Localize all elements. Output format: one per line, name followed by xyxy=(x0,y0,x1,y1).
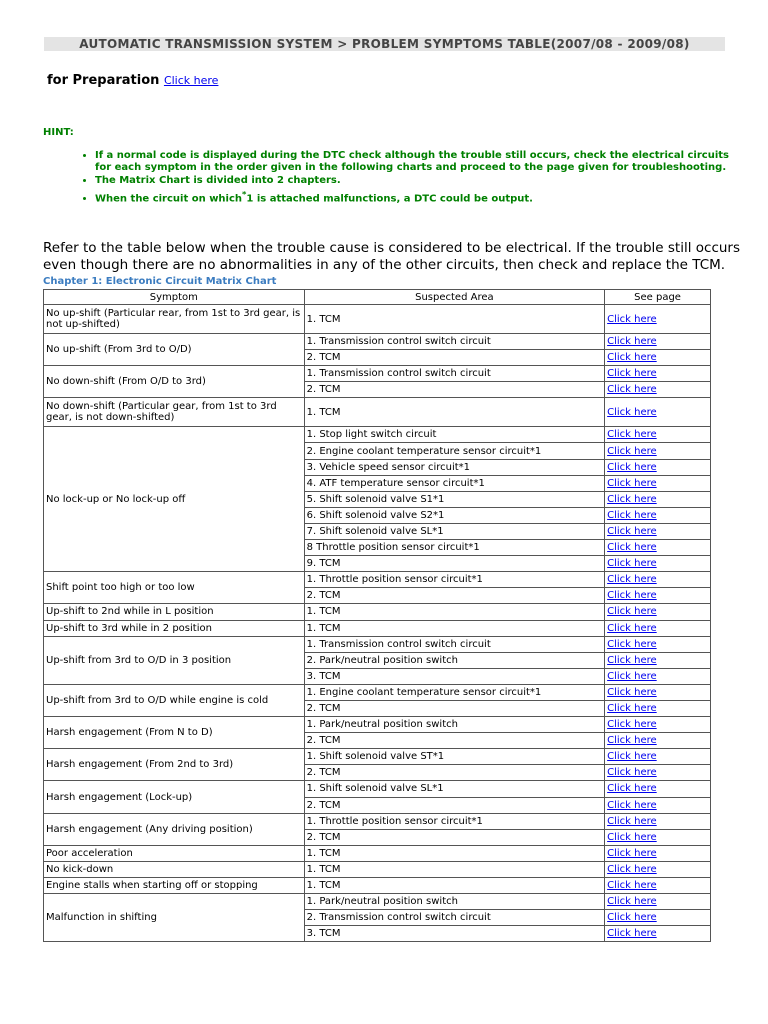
see-page-link[interactable]: Click here xyxy=(607,336,657,348)
suspected-area-cell: 2. TCM xyxy=(304,765,605,781)
see-page-link[interactable]: Click here xyxy=(607,735,657,747)
symptom-cell: No up-shift (From 3rd to O/D) xyxy=(44,334,305,366)
column-header-see-page: See page xyxy=(605,290,711,305)
suspected-area-cell: 2. Transmission control switch circuit xyxy=(304,910,605,926)
hint-item xyxy=(95,188,735,205)
suspected-area-cell: 2. TCM xyxy=(304,588,605,604)
see-page-cell xyxy=(605,540,711,556)
symptom-cell: Harsh engagement (Any driving position) xyxy=(44,813,305,845)
table-row xyxy=(44,427,711,443)
suspected-area-cell: 1. Transmission control switch circuit xyxy=(304,636,605,652)
suspected-area-cell: 1. Transmission control switch circuit xyxy=(304,366,605,382)
see-page-link[interactable]: Click here xyxy=(607,767,657,779)
table-row xyxy=(44,894,711,910)
table-row xyxy=(44,305,711,334)
see-page-cell xyxy=(605,684,711,700)
symptom-cell: Engine stalls when starting off or stopping xyxy=(44,878,305,894)
suspected-area-cell: 2. TCM xyxy=(304,829,605,845)
suspected-area-cell: 1. Park/neutral position switch xyxy=(304,894,605,910)
suspected-area-cell: 3. TCM xyxy=(304,668,605,684)
see-page-cell xyxy=(605,305,711,334)
table-row xyxy=(44,334,711,350)
suspected-area-cell: 2. TCM xyxy=(304,350,605,366)
suspected-area-cell: 1. Transmission control switch circuit xyxy=(304,334,605,350)
table-row xyxy=(44,813,711,829)
symptom-cell: No down-shift (Particular gear, from 1st to 3rd gear, is not down-shifted) xyxy=(44,398,305,427)
see-page-cell xyxy=(605,459,711,475)
see-page-cell xyxy=(605,588,711,604)
suspected-area-cell: 3. TCM xyxy=(304,926,605,942)
hint-title: HINT: xyxy=(43,127,74,138)
symptom-cell: Harsh engagement (From 2nd to 3rd) xyxy=(44,749,305,781)
suspected-area-cell: 1. Park/neutral position switch xyxy=(304,717,605,733)
table-row xyxy=(44,572,711,588)
suspected-area-cell: 1. TCM xyxy=(304,845,605,861)
suspected-area-cell: 6. Shift solenoid valve S2*1 xyxy=(304,507,605,523)
see-page-cell xyxy=(605,700,711,716)
symptom-cell: Shift point too high or too low xyxy=(44,572,305,604)
see-page-link[interactable]: Click here xyxy=(607,384,657,396)
see-page-link[interactable]: Click here xyxy=(607,928,657,940)
suspected-area-cell: 1. Stop light switch circuit xyxy=(304,427,605,443)
see-page-link[interactable]: Click here xyxy=(607,606,657,618)
see-page-link[interactable]: Click here xyxy=(607,622,657,634)
suspected-area-cell: 2. Engine coolant temperature sensor circuit*1 xyxy=(304,443,605,459)
table-row xyxy=(44,620,711,636)
see-page-cell xyxy=(605,781,711,797)
suspected-area-cell: 2. TCM xyxy=(304,700,605,716)
see-page-link[interactable]: Click here xyxy=(607,751,657,763)
suspected-area-cell: 1. TCM xyxy=(304,878,605,894)
see-page-cell xyxy=(605,717,711,733)
see-page-cell xyxy=(605,620,711,636)
see-page-link[interactable]: Click here xyxy=(607,525,657,537)
see-page-link[interactable]: Click here xyxy=(607,670,657,682)
suspected-area-cell: 1. TCM xyxy=(304,620,605,636)
see-page-link[interactable]: Click here xyxy=(607,719,657,731)
see-page-link[interactable]: Click here xyxy=(607,461,657,473)
see-page-cell xyxy=(605,829,711,845)
suspected-area-cell: 1. TCM xyxy=(304,305,605,334)
see-page-cell xyxy=(605,878,711,894)
see-page-link[interactable]: Click here xyxy=(607,509,657,521)
preparation-label: for Preparation xyxy=(47,73,160,88)
see-page-link[interactable]: Click here xyxy=(607,574,657,586)
see-page-cell xyxy=(605,749,711,765)
see-page-cell xyxy=(605,443,711,459)
symptom-cell: No down-shift (From O/D to 3rd) xyxy=(44,366,305,398)
see-page-link[interactable]: Click here xyxy=(607,590,657,602)
page-title-bar xyxy=(44,37,725,51)
see-page-link[interactable]: Click here xyxy=(607,542,657,554)
table-row xyxy=(44,398,711,427)
see-page-cell xyxy=(605,491,711,507)
see-page-link[interactable]: Click here xyxy=(607,654,657,666)
intro-paragraph: Refer to the table below when the trouble cause is considered to be electrical. If the trouble still occurs even though there are no abnormalities in any of the other circuits, then check and replace the TCM. xyxy=(43,240,741,273)
see-page-cell xyxy=(605,382,711,398)
see-page-link[interactable]: Click here xyxy=(607,313,657,325)
symptom-cell: No up-shift (Particular rear, from 1st to 3rd gear, is not up-shifted) xyxy=(44,305,305,334)
see-page-cell xyxy=(605,668,711,684)
see-page-cell xyxy=(605,797,711,813)
see-page-cell xyxy=(605,652,711,668)
hint-list xyxy=(80,150,735,206)
see-page-link[interactable]: Click here xyxy=(607,352,657,364)
see-page-cell xyxy=(605,556,711,572)
table-body xyxy=(44,305,711,942)
table-row xyxy=(44,781,711,797)
suspected-area-cell: 5. Shift solenoid valve S1*1 xyxy=(304,491,605,507)
see-page-link[interactable]: Click here xyxy=(607,847,657,859)
matrix-table xyxy=(43,289,711,942)
see-page-link[interactable]: Click here xyxy=(607,880,657,892)
see-page-cell xyxy=(605,861,711,877)
hint-text: When the circuit on which xyxy=(95,193,243,205)
suspected-area-cell: 1. Shift solenoid valve SL*1 xyxy=(304,781,605,797)
page-title: AUTOMATIC TRANSMISSION SYSTEM > PROBLEM SYMPTOMS TABLE(2007/08 - 2009/08) xyxy=(79,37,690,51)
symptom-cell: Up-shift from 3rd to O/D while engine is cold xyxy=(44,684,305,716)
suspected-area-cell: 1. Engine coolant temperature sensor circuit*1 xyxy=(304,684,605,700)
hint-item: • If a normal code is displayed during the DTC check although the trouble still occurs, check the electrical circuits for each symptom in the order given in the following charts and proceed to the page given for troubleshooting. xyxy=(95,150,735,174)
suspected-area-cell: 3. Vehicle speed sensor circuit*1 xyxy=(304,459,605,475)
see-page-cell xyxy=(605,926,711,942)
suspected-area-cell: 1. TCM xyxy=(304,604,605,620)
see-page-cell xyxy=(605,475,711,491)
symptom-cell: Up-shift from 3rd to O/D in 3 position xyxy=(44,636,305,684)
see-page-link[interactable]: Click here xyxy=(607,429,657,441)
see-page-link[interactable]: Click here xyxy=(607,863,657,875)
see-page-link[interactable]: Click here xyxy=(607,896,657,908)
preparation-line xyxy=(47,73,218,88)
see-page-cell xyxy=(605,604,711,620)
symptom-cell: Harsh engagement (From N to D) xyxy=(44,717,305,749)
suspected-area-cell: 1. Shift solenoid valve ST*1 xyxy=(304,749,605,765)
suspected-area-cell: 9. TCM xyxy=(304,556,605,572)
see-page-link[interactable]: Click here xyxy=(607,638,657,650)
hint-asterisk: * xyxy=(242,189,247,199)
symptom-cell: Malfunction in shifting xyxy=(44,894,305,942)
see-page-link[interactable]: Click here xyxy=(607,783,657,795)
see-page-link[interactable]: Click here xyxy=(607,686,657,698)
column-header-suspected-area: Suspected Area xyxy=(304,290,605,305)
symptom-cell: Poor acceleration xyxy=(44,845,305,861)
suspected-area-cell: 1. Throttle position sensor circuit*1 xyxy=(304,572,605,588)
table-row xyxy=(44,878,711,894)
see-page-link[interactable]: Click here xyxy=(607,558,657,570)
see-page-cell xyxy=(605,845,711,861)
see-page-cell xyxy=(605,427,711,443)
see-page-cell xyxy=(605,636,711,652)
suspected-area-cell: 1. TCM xyxy=(304,398,605,427)
suspected-area-cell: 2. TCM xyxy=(304,797,605,813)
symptom-cell: No kick-down xyxy=(44,861,305,877)
table-row xyxy=(44,684,711,700)
see-page-link[interactable]: Click here xyxy=(607,445,657,457)
table-row xyxy=(44,636,711,652)
see-page-cell xyxy=(605,572,711,588)
see-page-cell xyxy=(605,813,711,829)
symptom-cell: Up-shift to 2nd while in L position xyxy=(44,604,305,620)
preparation-link[interactable]: Click here xyxy=(163,74,219,87)
suspected-area-cell: 1. Throttle position sensor circuit*1 xyxy=(304,813,605,829)
see-page-link[interactable]: Click here xyxy=(607,406,657,418)
see-page-cell xyxy=(605,765,711,781)
suspected-area-cell: 1. TCM xyxy=(304,861,605,877)
see-page-cell xyxy=(605,350,711,366)
table-row xyxy=(44,845,711,861)
suspected-area-cell: 2. TCM xyxy=(304,382,605,398)
see-page-link[interactable]: Click here xyxy=(607,493,657,505)
see-page-link[interactable]: Click here xyxy=(607,831,657,843)
see-page-cell xyxy=(605,523,711,539)
see-page-cell xyxy=(605,366,711,382)
see-page-cell xyxy=(605,910,711,926)
suspected-area-cell: 2. Park/neutral position switch xyxy=(304,652,605,668)
table-row xyxy=(44,717,711,733)
table-row xyxy=(44,604,711,620)
see-page-link[interactable]: Click here xyxy=(607,912,657,924)
column-header-symptom: Symptom xyxy=(44,290,305,305)
chapter-title: Chapter 1: Electronic Circuit Matrix Chart xyxy=(43,276,277,287)
symptom-cell: Up-shift to 3rd while in 2 position xyxy=(44,620,305,636)
table-row xyxy=(44,749,711,765)
suspected-area-cell: 4. ATF temperature sensor circuit*1 xyxy=(304,475,605,491)
see-page-cell xyxy=(605,334,711,350)
see-page-cell xyxy=(605,894,711,910)
see-page-cell xyxy=(605,733,711,749)
suspected-area-cell: 2. TCM xyxy=(304,733,605,749)
see-page-link[interactable]: Click here xyxy=(607,703,657,715)
hint-item: • The Matrix Chart is divided into 2 chapters. xyxy=(95,175,735,187)
suspected-area-cell: 7. Shift solenoid valve SL*1 xyxy=(304,523,605,539)
hint-text: 1 is attached malfunctions, a DTC could be output. xyxy=(246,193,533,205)
symptom-cell: Harsh engagement (Lock-up) xyxy=(44,781,305,813)
table-row xyxy=(44,366,711,382)
see-page-cell xyxy=(605,507,711,523)
table-header-row xyxy=(44,290,711,305)
see-page-link[interactable]: Click here xyxy=(607,799,657,811)
symptom-cell: No lock-up or No lock-up off xyxy=(44,427,305,572)
see-page-cell xyxy=(605,398,711,427)
table-row xyxy=(44,861,711,877)
suspected-area-cell: 8 Throttle position sensor circuit*1 xyxy=(304,540,605,556)
see-page-link[interactable]: Click here xyxy=(607,815,657,827)
see-page-link[interactable]: Click here xyxy=(607,477,657,489)
see-page-link[interactable]: Click here xyxy=(607,368,657,380)
